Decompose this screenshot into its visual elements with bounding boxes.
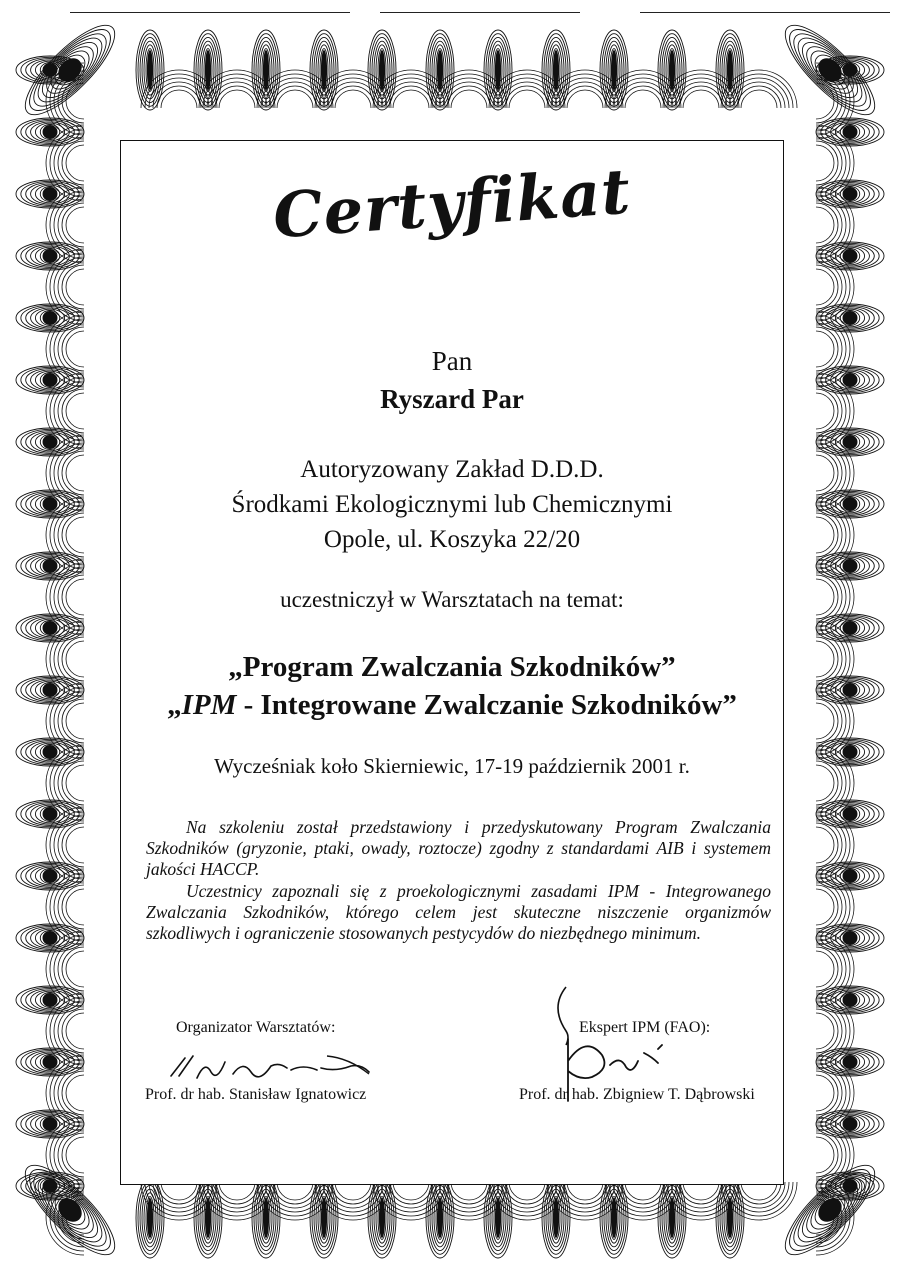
organization-address: Opole, ul. Koszyka 22/20 [323,526,581,553]
program-subtitle [121,689,783,722]
description-paragraph: Na szkoleniu został przedstawiony i przedyskutowany Program Zwalczania Szkodników (gryzonie, ptaki, owady, roztocze) zgodny z standardami AIB i systemem jakości HACCP. [146,817,771,879]
expert-label: Ekspert IPM (FAO): [579,1019,711,1036]
participation-text: uczestniczył w Warsztatach na temat: [280,587,624,612]
program-subtitle-ipm: IPM [181,689,237,721]
description-paragraph: Uczestnicy zapoznali się z proekologicznymi zasadami IPM - Integrowanego Zwalczania Szkodników, którego celem jest skuteczne niszczenie organizmów szkodliwych i ograniczenie stosowanych pestycydów do niezbędnego minimum. [146,881,771,943]
certificate-title: Certyfikat [270,154,634,253]
program-title: „Program Zwalczania Szkodników” [228,651,676,683]
place-and-date: Wycześniak koło Skierniewic, 17-19 październik 2001 r. [214,754,690,778]
recipient-name: Ryszard Par [380,384,524,414]
expert-name: Prof. dr hab. Zbigniew T. Dąbrowski [519,1086,755,1103]
organization-line: Autoryzowany Zakład D.D.D. [300,456,604,483]
program-subtitle-quote: „ [167,689,182,721]
salutation: Pan [431,346,473,376]
organizer-label: Organizator Warsztatów: [176,1019,336,1036]
program-subtitle-rest: - Integrowane Zwalczanie Szkodników” [236,689,737,721]
certificate-panel [120,140,784,1185]
organization-line: Środkami Ekologicznymi lub Chemicznymi [231,491,673,518]
organizer-name: Prof. dr hab. Stanisław Ignatowicz [145,1086,367,1103]
